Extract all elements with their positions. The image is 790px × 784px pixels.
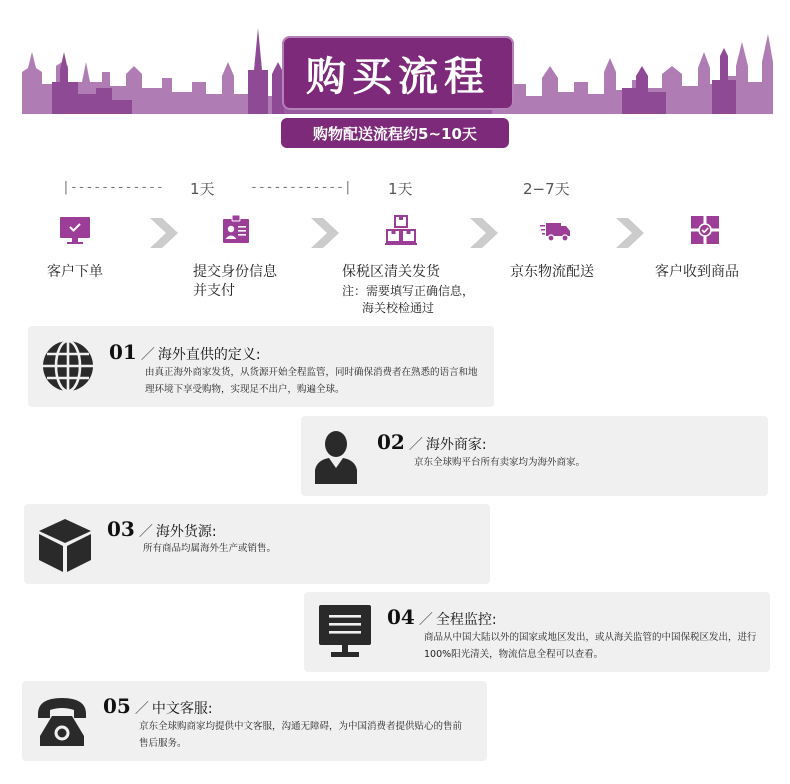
chevron-right-icon [148, 218, 180, 248]
card-05-title: 中文客服: [151, 701, 213, 717]
step-label-submit-line1: 提交身份信息 [193, 264, 277, 280]
card-01-title: 海外直供的定义: [157, 347, 261, 363]
page-title: 购买流程 [306, 53, 490, 100]
timeline-days-1: 1天 [190, 180, 215, 198]
card-01-number: 01 [109, 340, 137, 364]
timeline-days-3: 2−7天 [523, 180, 570, 198]
step-label-received: 客户收到商品 [655, 264, 739, 280]
page-title-box [282, 36, 514, 110]
card-04-title: 全程监控: [435, 612, 497, 628]
subtitle-box [281, 118, 509, 148]
card-05-description: 京东全球购商家均提供中文客服，沟通无障碍，为中国消费者提供贴心的售前售后服务。 [139, 721, 463, 749]
card-03-description: 所有商品均属海外生产或销售。 [143, 543, 277, 554]
step-label-customs: 保税区清关发货 [342, 264, 440, 280]
cube-icon [37, 517, 93, 573]
card-02-slash: ／ [408, 437, 423, 453]
chevron-right-icon [309, 218, 341, 248]
card-05-heading [103, 694, 213, 718]
step-label-delivery: 京东物流配送 [510, 264, 594, 280]
timeline-dash-left: |------------ [62, 180, 164, 195]
timeline-dash-right: ------------| [250, 180, 352, 195]
step-note-line2: 海关校检通过 [362, 301, 435, 315]
card-04-slash: ／ [418, 612, 433, 628]
boxes-icon [385, 214, 417, 246]
truck-icon [540, 214, 572, 246]
chevron-right-icon [614, 218, 646, 248]
card-04-number: 04 [387, 605, 415, 629]
telephone-icon [36, 694, 88, 748]
card-05-slash: ／ [134, 701, 149, 717]
card-05-number: 05 [103, 694, 131, 718]
card-04-heading [387, 605, 497, 629]
card-01-description: 由真正海外商家发货，从货源开始全程监管，同时确保消费者在熟悉的语言和地理环境下享受购物，实现足不出户，购遍全球。 [145, 367, 478, 395]
id-card-icon [220, 214, 252, 246]
card-03-heading [107, 517, 217, 541]
card-03-number: 03 [107, 517, 135, 541]
step-note-line1: 注：需要填写正确信息， [342, 284, 475, 298]
monitor-screen-icon [318, 604, 372, 658]
card-02-description: 京东全球购平台所有卖家均为海外商家。 [414, 457, 586, 468]
card-04-description: 商品从中国大陆以外的国家或地区发出，或从海关监管的中国保税区发出，进行100%阳光清关，物流信息全程可以查看。 [424, 632, 757, 660]
card-02-heading [377, 430, 487, 454]
step-label-submit-line2: 并支付 [193, 283, 235, 299]
step-label-order: 客户下单 [47, 264, 103, 280]
timeline-days-2: 1天 [388, 180, 413, 198]
card-01-heading [109, 340, 261, 364]
chevron-right-icon [468, 218, 500, 248]
person-icon [313, 428, 359, 484]
monitor-icon [59, 214, 91, 246]
page-subtitle: 购物配送流程约5~10天 [313, 124, 477, 143]
card-02-number: 02 [377, 430, 405, 454]
card-02-title: 海外商家: [425, 437, 487, 453]
card-03-slash: ／ [138, 524, 153, 540]
card-03-title: 海外货源: [155, 524, 217, 540]
gift-icon [689, 214, 721, 246]
card-01-slash: ／ [140, 347, 155, 363]
globe-icon [41, 339, 95, 393]
